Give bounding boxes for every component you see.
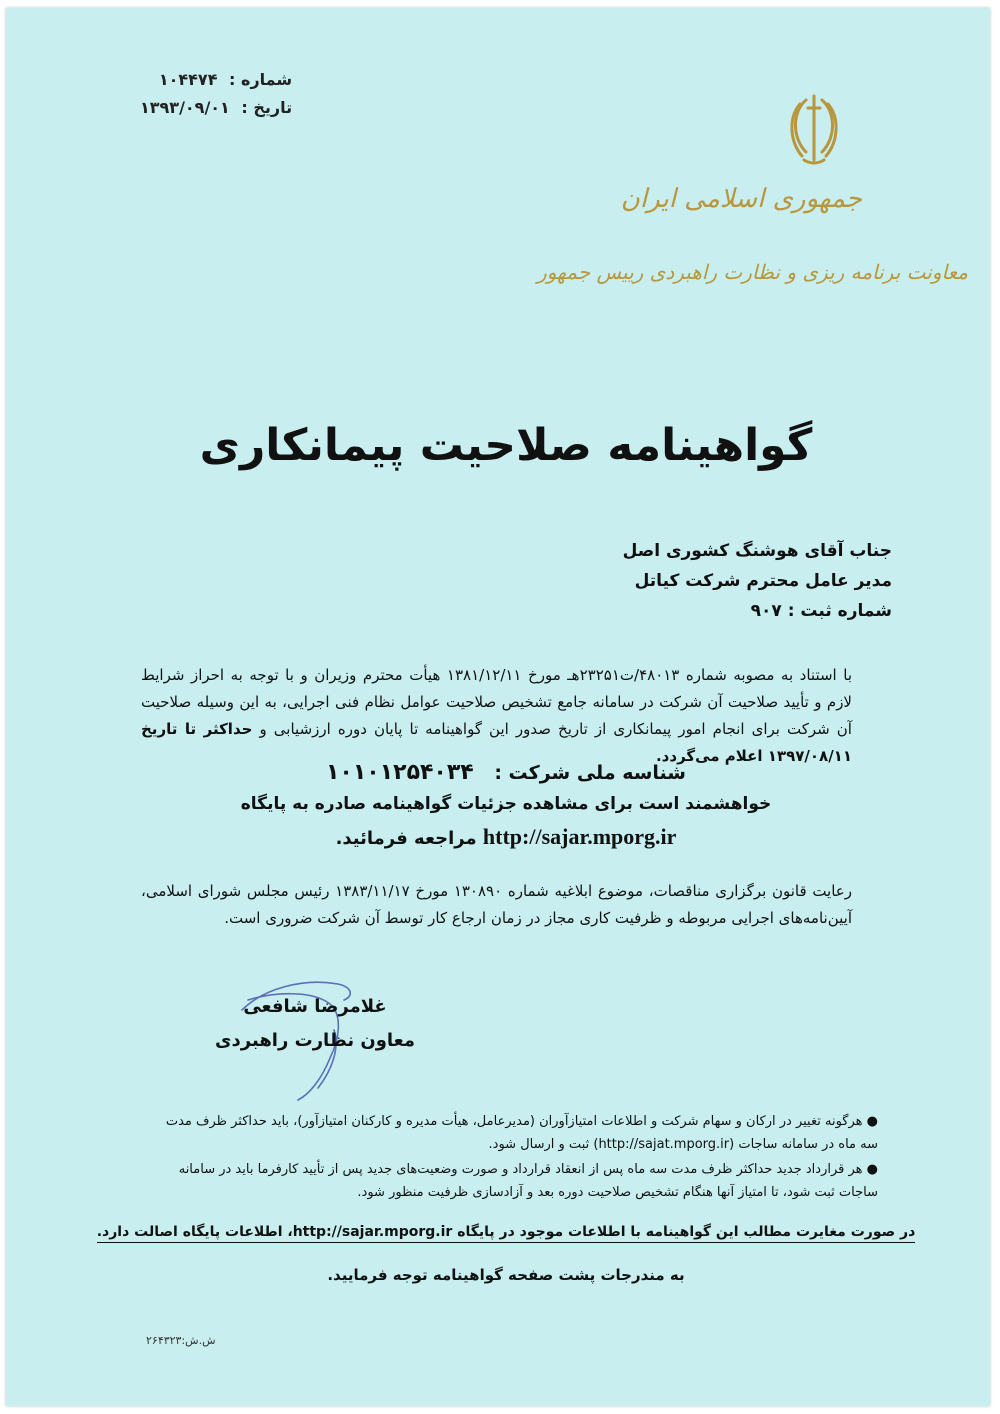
government-name: جمهوری اسلامی ایران — [620, 184, 862, 214]
national-id-label: شناسه ملی شرکت : — [494, 762, 686, 784]
registration-number: شماره ثبت : ۹۰۷ — [750, 601, 892, 621]
signatory-block — [215, 990, 415, 1058]
tender-law-paragraph: رعایت قانون برگزاری مناقصات، موضوع ابلاغیه شماره ۱۳۰۸۹۰ مورخ ۱۳۸۳/۱۱/۱۷ رئیس مجلس شورای اسلامی، آیین‌نامه‌های اجرایی مربوطه و ظرفیت کاری مجاز در زمان ارجاع کار توسط آن شرکت ضروری است. — [141, 882, 853, 927]
note-text: هرگونه تغییر در ارکان و سهام شرکت و اطلاعات امتیازآوران (مدیرعامل، هیأت مدیره و کارکنان امتیازآور)، باید حداکثر ظرف مدت سه ماه در سامانه ساجات (http://sajat.mporg.ir) ثبت و ارسال شود. — [165, 1114, 878, 1152]
signatory-position: معاون نظارت راهبردی — [215, 1030, 415, 1051]
recipient-title: مدیر عامل محترم شرکت کیاتل — [634, 571, 892, 591]
national-id — [6, 760, 990, 785]
recipient-name: جناب آقای هوشنگ کشوری اصل — [622, 541, 892, 561]
certificate-paragraph — [141, 662, 852, 770]
iran-emblem-icon — [786, 90, 842, 168]
serial-number: ش.ش:۲۶۴۳۲۳ — [146, 1334, 216, 1347]
note-item — [144, 1110, 878, 1156]
document-number-value: ۱۰۴۴۷۴ — [158, 70, 218, 89]
certificate-page — [6, 8, 990, 1406]
document-meta — [134, 66, 292, 122]
bullet-icon: ● — [866, 1114, 878, 1129]
certificate-paragraph-text: با استناد به مصوبه شماره ۴۸۰۱۳/ت۲۳۲۵۱هـ مورخ ۱۳۸۱/۱۲/۱۱ هیأت محترم وزیران و با توجه به احراز شرایط لازم و تأیید صلاحیت آن شرکت در سامانه جامع تشخیص صلاحیت عوامل نظام فنی اجرایی، به این وسیله صلاحیت آن شرکت برای انجام امور پیمانکاری از تاریخ صدور این گواهینامه تا پایان دوره ارزشیابی و — [141, 666, 852, 738]
validity-date-text: حداکثر تا تاریخ ۱۳۹۷/۰۸/۱۱ اعلام می‌گردد. — [141, 720, 852, 765]
document-number — [134, 66, 292, 94]
site-url-link[interactable]: http://sajar.mporg.ir — [482, 824, 677, 849]
national-id-value: ۱۰۱۰۱۲۵۴۰۳۴ — [326, 760, 474, 785]
document-number-label: شماره : — [229, 70, 293, 89]
deputy-office-name: معاونت برنامه ریزی و نظارت راهبردی رییس جمهور — [537, 260, 968, 284]
notes-list — [144, 1110, 878, 1206]
document-date-value: ۱۳۹۳/۰۹/۰۱ — [140, 98, 230, 117]
note-item — [144, 1158, 878, 1204]
back-page-note: به مندرجات پشت صفحه گواهینامه توجه فرمایید. — [327, 1266, 685, 1284]
bullet-icon: ● — [866, 1162, 878, 1177]
authenticity-warning — [6, 1224, 990, 1240]
note-text: هر قرارداد جدید حداکثر ظرف مدت سه ماه پس از انعقاد قرارداد و صورت وضعیت‌های جدید پس از تأیید کارفرما باید در سامانه ساجات ثبت شود، تا امتیاز آنها هنگام تشخیص صلاحیت دوره بعد و آزادسازی ظرفیت منظور شود. — [178, 1162, 878, 1200]
refer-text: مراجعه فرمائید. — [335, 828, 477, 849]
see-details-text: خواهشمند است برای مشاهده جزئیات گواهینامه صادره به پایگاه — [240, 794, 772, 814]
signatory-name: غلامرضا شافعی — [243, 996, 387, 1017]
site-reference — [6, 824, 990, 850]
recipient-block — [623, 536, 892, 626]
authenticity-warning-text: در صورت مغایرت مطالب این گواهینامه با اطلاعات موجود در پایگاه http://sajar.mporg.ir، اطلاعات پایگاه اصالت دارد. — [97, 1224, 916, 1243]
document-date — [134, 94, 292, 122]
page-title: گواهینامه صلاحیت پیمانکاری — [199, 420, 813, 471]
document-date-label: تاریخ : — [241, 98, 293, 117]
